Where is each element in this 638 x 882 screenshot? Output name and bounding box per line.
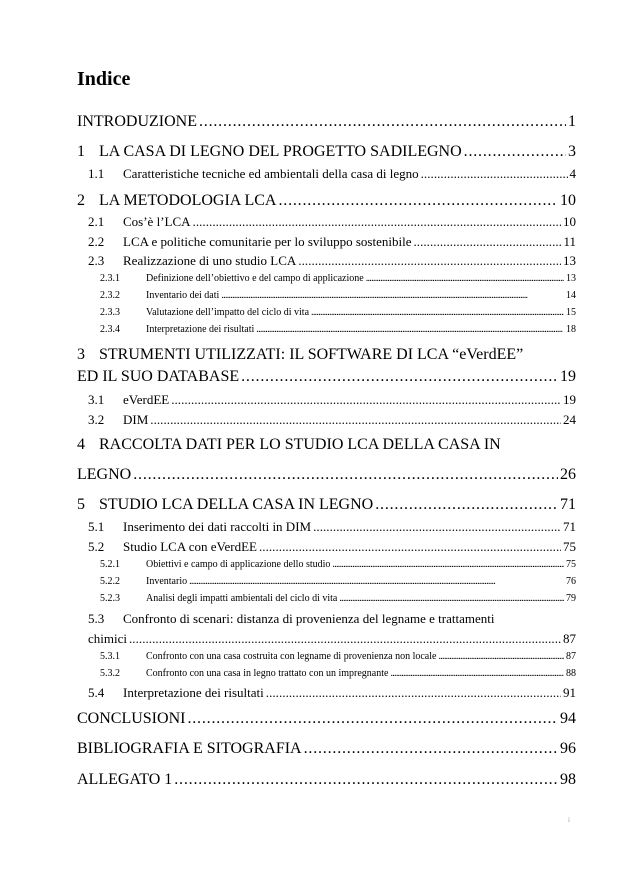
toc-entry-number: 2: [77, 192, 85, 209]
toc-leader-dots: [150, 412, 561, 428]
toc-entry-page: 3: [568, 143, 576, 160]
toc-entry[interactable]: [77, 143, 576, 161]
toc-entry-number: 5.2.2: [100, 576, 120, 587]
toc-entry[interactable]: [100, 559, 576, 570]
toc-entry-page: 91: [563, 685, 576, 700]
toc-entry-page: 13: [563, 253, 576, 268]
toc-entry[interactable]: [77, 368, 576, 386]
toc-entry-text: eVerdEE: [123, 392, 170, 407]
toc-entry-page: 19: [560, 368, 576, 385]
toc-entry[interactable]: [88, 253, 576, 269]
toc-entry[interactable]: [77, 740, 576, 758]
toc-entry[interactable]: [77, 466, 576, 484]
toc-entry-page: 76: [566, 576, 576, 587]
toc-entry-text: Caratteristiche tecniche ed ambientali della casa di legno: [123, 166, 419, 181]
toc-leader-dots: [421, 166, 568, 182]
toc-entry-number: 1: [77, 143, 85, 160]
toc-entry-text: ALLEGATO 1: [77, 771, 173, 788]
toc-entry-number: 5.4: [88, 685, 105, 700]
toc-entry[interactable]: [88, 166, 576, 182]
toc-entry[interactable]: [100, 576, 576, 587]
toc-entry[interactable]: [77, 496, 576, 514]
toc-entry[interactable]: [100, 307, 576, 318]
toc-entry-page: 10: [560, 192, 576, 209]
toc-entry-page: 94: [560, 710, 576, 727]
toc-entry-page: 87: [563, 631, 576, 646]
toc-entry-number: 5.2.1: [100, 559, 120, 570]
toc-entry-page: 14: [566, 290, 576, 301]
toc-entry-page: 71: [560, 496, 576, 513]
toc-entry-page: 1: [568, 113, 576, 130]
toc-entry-number: 1.1: [88, 166, 105, 181]
toc-entry-text: Confronto di scenari: distanza di provenienza del legname e trattamenti: [123, 611, 495, 626]
toc-leader-dots: [174, 771, 558, 789]
toc-entry-number: 2.3.2: [100, 290, 120, 301]
toc-entry-text: Studio LCA con eVerdEE: [123, 539, 257, 554]
toc-leader-dots: [133, 466, 558, 484]
toc-entry-page: 96: [560, 740, 576, 757]
toc-entry-page: 15: [566, 307, 576, 318]
toc-entry-number: 5.1: [88, 519, 105, 534]
toc-entry[interactable]: [77, 192, 576, 210]
toc-entry-number: 2.3.3: [100, 307, 120, 318]
toc-entry-number: 2.3: [88, 253, 105, 268]
toc-entry-page: 4: [569, 166, 576, 181]
toc-entry-text: Realizzazione di uno studio LCA: [123, 253, 297, 268]
toc-entry[interactable]: [77, 113, 576, 131]
page-title: Indice: [77, 68, 131, 90]
toc-entry-page: 11: [563, 234, 576, 249]
toc-entry[interactable]: [88, 214, 576, 230]
toc-entry-page: 13: [566, 273, 576, 284]
toc-leader-dots: [375, 496, 558, 514]
toc-entry[interactable]: [88, 392, 576, 408]
toc-entry-text: BIBLIOGRAFIA E SITOGRAFIA: [77, 740, 302, 757]
toc-leader-dots: [129, 631, 561, 647]
toc-entry-page: 87: [566, 651, 576, 662]
toc-entry-text: Inventario: [146, 576, 188, 587]
toc-entry[interactable]: [100, 290, 576, 301]
toc-leader-dots: [187, 710, 558, 728]
toc-entry-page: 71: [563, 519, 576, 534]
toc-entry[interactable]: [77, 710, 576, 728]
toc-entry-text-cont: chimici: [88, 631, 127, 646]
toc-entry[interactable]: [100, 273, 576, 284]
toc-entry[interactable]: [88, 234, 576, 250]
toc-entry-page: 18: [566, 324, 576, 335]
toc-entry-number: 5.2: [88, 539, 105, 554]
toc-leader-dots: [438, 651, 564, 662]
toc-leader-dots: [266, 685, 561, 701]
page-number-mark: i: [568, 816, 570, 824]
toc-entry-text: Confronto con una casa in legno trattato con un impregnante: [146, 668, 389, 679]
toc-entry-text: LA CASA DI LEGNO DEL PROGETTO SADILEGNO: [99, 143, 462, 160]
toc-entry-text: Analisi degli impatti ambientali del ciclo di vita: [146, 593, 338, 604]
toc-entry-text: Inserimento dei dati raccolti in DIM: [123, 519, 312, 534]
toc-entry[interactable]: [88, 412, 576, 428]
toc-leader-dots: [256, 324, 564, 335]
toc-entry[interactable]: [100, 593, 576, 604]
toc-entry[interactable]: [88, 519, 576, 535]
toc-entry-page: 79: [566, 593, 576, 604]
toc-entry-number: 4: [77, 436, 85, 453]
toc-entry[interactable]: [88, 539, 576, 555]
toc-entry-page: 26: [560, 466, 576, 483]
toc-entry[interactable]: [100, 668, 576, 679]
toc-leader-dots: [304, 740, 558, 758]
toc-leader-dots: [193, 214, 561, 230]
toc-leader-dots: [339, 593, 564, 604]
toc-entry-page: 98: [560, 771, 576, 788]
toc-entry[interactable]: [100, 324, 576, 335]
toc-entry-number: 2.3.1: [100, 273, 120, 284]
toc-leader-dots: [313, 519, 561, 535]
toc-entry-text: Cos’è l’LCA: [123, 214, 191, 229]
toc-leader-dots: [332, 559, 564, 570]
toc-entry-number: 5.3.2: [100, 668, 120, 679]
toc-entry-text: STUDIO LCA DELLA CASA IN LEGNO: [99, 496, 374, 513]
toc-entry[interactable]: [88, 685, 576, 701]
toc-entry[interactable]: [100, 651, 576, 662]
toc-entry-text-cont: LEGNO: [77, 466, 132, 483]
toc-entry-number: 5.3: [88, 611, 105, 626]
toc-entry-text: LA METODOLOGIA LCA: [99, 192, 277, 209]
toc-entry-number: 3: [77, 346, 85, 363]
toc-entry-number: 2.1: [88, 214, 105, 229]
toc-entry-number: 5.3.1: [100, 651, 120, 662]
toc-leader-dots: [278, 192, 558, 210]
toc-leader-dots: [311, 307, 564, 318]
toc-leader-dots: [171, 392, 561, 408]
toc-entry-number: 2.3.4: [100, 324, 120, 335]
toc-entry-text: INTRODUZIONE: [77, 113, 197, 130]
toc-entry-text: Interpretazione dei risultati: [146, 324, 255, 335]
toc-entry-page: 10: [563, 214, 576, 229]
toc-leader-dots: [366, 273, 564, 284]
toc-entry-text: CONCLUSIONI: [77, 710, 186, 727]
toc-entry-page: 19: [563, 392, 576, 407]
toc-entry-text: Valutazione dell’impatto del ciclo di vita: [146, 307, 310, 318]
toc-entry-number: 3.2: [88, 412, 105, 427]
toc-leader-dots: [189, 576, 564, 587]
toc-entry-text: Obiettivi e campo di applicazione dello studio: [146, 559, 331, 570]
toc-entry-text: STRUMENTI UTILIZZATI: IL SOFTWARE DI LCA “eVerdEE”: [99, 346, 524, 363]
toc-entry-number: 5.2.3: [100, 593, 120, 604]
toc-leader-dots: [413, 234, 561, 250]
toc-leader-dots: [241, 368, 558, 386]
toc-entry[interactable]: [88, 631, 576, 647]
toc-entry-text-cont: ED IL SUO DATABASE: [77, 368, 240, 385]
toc-entry-text: RACCOLTA DATI PER LO STUDIO LCA DELLA CASA IN: [99, 436, 501, 453]
toc-leader-dots: [199, 113, 566, 131]
toc-entry-text: Interpretazione dei risultati: [123, 685, 264, 700]
toc-entry-page: 75: [563, 539, 576, 554]
toc-entry-number: 5: [77, 496, 85, 513]
toc-entry-page: 75: [566, 559, 576, 570]
toc-leader-dots: [221, 290, 564, 301]
toc-entry-page: 24: [563, 412, 576, 427]
toc-entry-number: 2.2: [88, 234, 105, 249]
toc-entry-text: DIM: [123, 412, 149, 427]
toc-leader-dots: [298, 253, 561, 269]
toc-leader-dots: [259, 539, 561, 555]
toc-entry[interactable]: [77, 771, 576, 789]
toc-leader-dots: [464, 143, 566, 161]
toc-entry-number: 3.1: [88, 392, 105, 407]
toc-entry-first-line[interactable]: [77, 346, 523, 364]
toc-leader-dots: [390, 668, 564, 679]
toc-entry-text: LCA e politiche comunitarie per lo sviluppo sostenibile: [123, 234, 412, 249]
toc-entry-first-line[interactable]: [77, 436, 501, 454]
toc-entry-text: Confronto con una casa costruita con legname di provenienza non locale: [146, 651, 437, 662]
toc-entry-first-line[interactable]: [88, 611, 494, 627]
toc-entry-page: 88: [566, 668, 576, 679]
toc-entry-text: Definizione dell’obiettivo e del campo di applicazione: [146, 273, 364, 284]
toc-entry-text: Inventario dei dati: [146, 290, 220, 301]
